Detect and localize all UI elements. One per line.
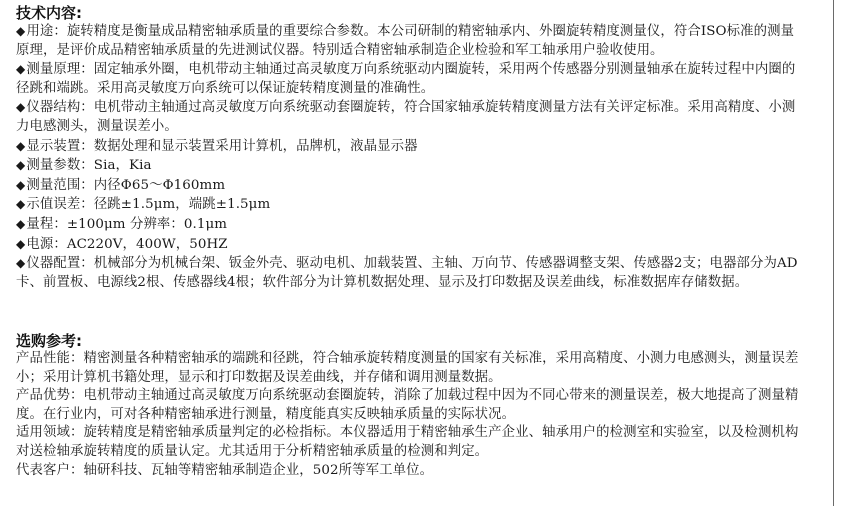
- item-text: 仪器配置：机械部分为机械台架、钣金外壳、驱动电机、加载装置、主轴、万向节、传感器调整支架、传感器2支；电器部分为AD卡、前置板、电源线2根、传感器线4根；软件部分为计算机数据处理、显示及打印数据及误差曲线，标准数据库存储数据。: [16, 256, 798, 290]
- select-heading: 选购参考:: [16, 332, 82, 350]
- item-text: 量程：±100μm 分辨率：0.1μm: [26, 216, 228, 232]
- diamond-bullet-icon: ◆: [16, 24, 26, 38]
- item-text: 测量范围：内径Φ65～Φ160mm: [26, 177, 226, 193]
- list-item: [16, 137, 806, 157]
- list-item: [16, 254, 806, 292]
- list-item: [16, 156, 806, 176]
- select-section: [16, 332, 806, 480]
- item-text: 产品优势：电机带动主轴通过高灵敏度万向系统驱动套圈旋转，消除了加载过程中因为不同心带来的测量误差，极大地提高了测量精度。在行业内，可对各种精密轴承进行测量，精度能真实反映轴承质量的实际状况。: [16, 388, 799, 422]
- list-item: [16, 215, 806, 235]
- diamond-bullet-icon: ◆: [16, 62, 26, 77]
- right-border: [833, 0, 834, 506]
- list-item: [16, 462, 806, 481]
- list-item: [16, 350, 806, 387]
- diamond-bullet-icon: ◆: [16, 177, 26, 192]
- item-text: 用途：旋转精度是衡量成品精密轴承质量的重要综合参数。本公司研制的精密轴承内、外圈旋转精度测量仪，符合ISO标准的测量原理，是评价成品精密轴承质量的先进测试仪器。特别适合精密轴承制造企业检验和军工轴承用户验收使用。: [16, 24, 795, 58]
- item-text: 代表客户：轴研科技、瓦轴等精密轴承制造企业，502所等军工单位。: [16, 462, 434, 478]
- item-text: 测量参数：Sia，Kia: [26, 158, 152, 174]
- diamond-bullet-icon: ◆: [16, 216, 26, 231]
- list-item: [16, 176, 806, 196]
- select-list: [16, 350, 806, 480]
- list-item: [16, 235, 806, 255]
- item-text: 示值误差：径跳±1.5μm，端跳±1.5μm: [26, 197, 271, 213]
- tech-heading: 技术内容:: [16, 4, 82, 22]
- item-text: 适用领域：旋转精度是精密轴承质量判定的必检指标。本仪器适用于精密轴承生产企业、轴承用户的检测室和实验室，以及检测机构对送检轴承旋转精度的质量认定。尤其适用于分析精密轴承质量的检测和判定。: [16, 425, 799, 459]
- item-text: 仪器结构：电机带动主轴通过高灵敏度万向系统驱动套圈旋转，符合国家轴承旋转精度测量方法有关评定标准。采用高精度、小测力电感测头，测量误差小。: [16, 100, 796, 134]
- list-item: [16, 387, 806, 424]
- item-text: 电源：AC220V，400W，50HZ: [26, 236, 228, 252]
- diamond-bullet-icon: ◆: [16, 197, 26, 212]
- list-item: [16, 424, 806, 461]
- item-text: 测量原理：固定轴承外圈，电机带动主轴通过高灵敏度万向系统驱动内圈旋转，采用两个传感器分别测量轴承在旋转过程中内圈的径跳和端跳。采用高灵敏度万向系统可以保证旋转精度测量的准确性。: [16, 62, 796, 96]
- list-item: [16, 22, 806, 60]
- list-item: [16, 60, 806, 98]
- diamond-bullet-icon: ◆: [16, 100, 26, 115]
- list-item: [16, 98, 806, 136]
- tech-section: [16, 4, 806, 292]
- diamond-bullet-icon: ◆: [16, 138, 26, 153]
- item-text: 显示装置：数据处理和显示装置采用计算机，品牌机，液晶显示器: [26, 138, 418, 154]
- list-item: [16, 195, 806, 215]
- diamond-bullet-icon: ◆: [16, 158, 26, 173]
- tech-list: [16, 22, 806, 292]
- diamond-bullet-icon: ◆: [16, 236, 26, 251]
- diamond-bullet-icon: ◆: [16, 256, 26, 271]
- item-text: 产品性能：精密测量各种精密轴承的端跳和径跳，符合轴承旋转精度测量的国家有关标准，采用高精度、小测力电感测头，测量误差小；采用计算机书籍处理，显示和打印数据及误差曲线，并存储和调用测量数据。: [16, 351, 799, 385]
